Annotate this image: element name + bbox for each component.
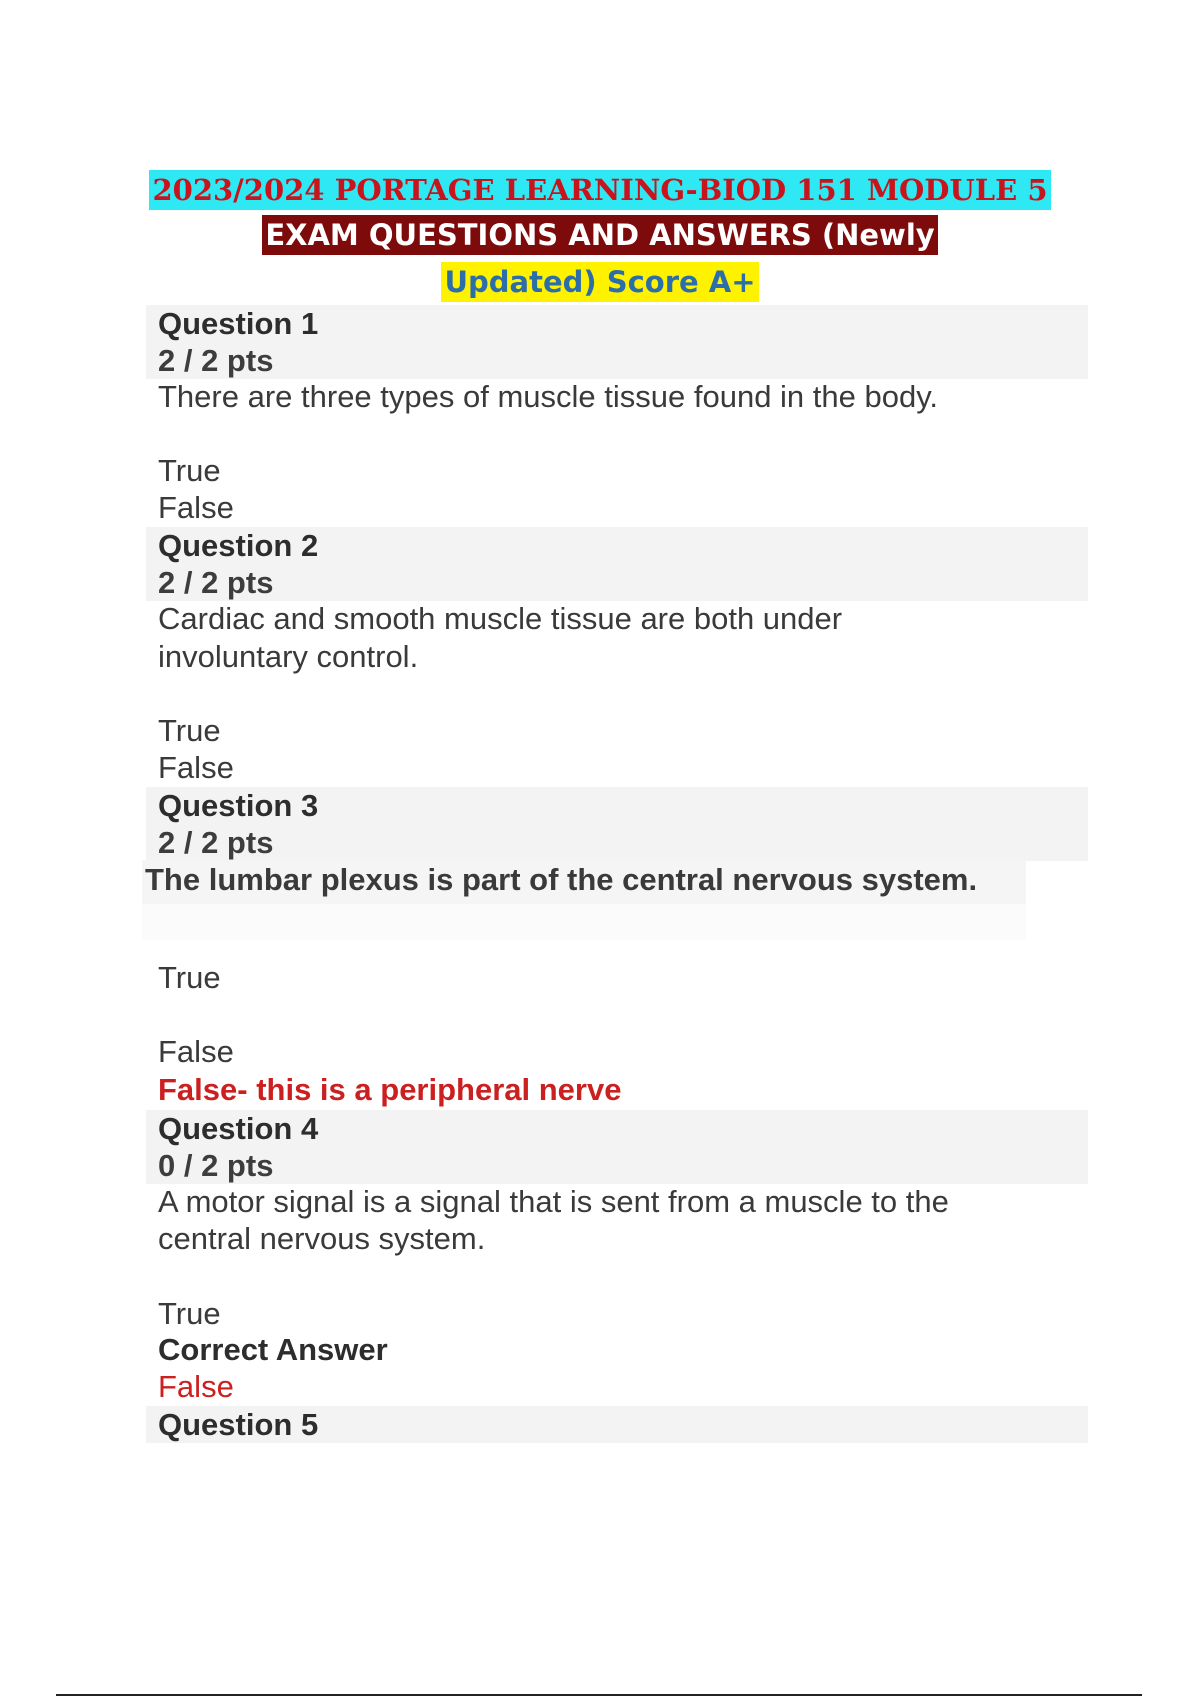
- question-3-option-true: True: [158, 960, 221, 995]
- correct-answer-label: Correct Answer: [158, 1332, 388, 1367]
- question-3-answer-note: False- this is a peripheral nerve: [158, 1072, 622, 1107]
- question-5-header: [146, 1406, 1088, 1443]
- question-2-option-true: True: [158, 713, 221, 748]
- question-4-text-line-2: central nervous system.: [158, 1221, 486, 1256]
- question-4-points: 0 / 2 pts: [158, 1148, 274, 1183]
- question-3-option-false: False: [158, 1034, 234, 1069]
- title-line-1-text: 2023/2024 PORTAGE LEARNING-BIOD 151 MODULE 5: [149, 170, 1050, 210]
- question-3-shade: [142, 904, 1026, 940]
- correct-answer-value: False: [158, 1369, 234, 1404]
- question-2-title: Question 2: [158, 528, 319, 563]
- question-1-header: [146, 305, 1088, 379]
- question-2-points: 2 / 2 pts: [158, 565, 274, 600]
- title-line-2-text: EXAM QUESTIONS AND ANSWERS (Newly: [262, 215, 937, 255]
- title-line-3: [0, 262, 1200, 302]
- question-3-text: The lumbar plexus is part of the central nervous system.: [145, 862, 978, 897]
- question-3-title: Question 3: [158, 788, 319, 823]
- question-1-option-true: True: [158, 453, 221, 488]
- question-4-header: [146, 1110, 1088, 1184]
- question-3-text-box: [142, 860, 1026, 904]
- question-2-text-line-2: involuntary control.: [158, 639, 419, 674]
- question-2-text-line-1: Cardiac and smooth muscle tissue are both under: [158, 601, 843, 636]
- question-3-header: [146, 787, 1088, 861]
- question-3-points: 2 / 2 pts: [158, 825, 274, 860]
- footer-divider: [56, 1694, 1142, 1696]
- title-line-1: [0, 170, 1200, 210]
- question-2-option-false: False: [158, 750, 234, 785]
- question-2-header: [146, 527, 1088, 601]
- title-line-2: [0, 215, 1200, 255]
- title-line-3-text: Updated) Score A+: [441, 262, 758, 302]
- question-1-option-false: False: [158, 490, 234, 525]
- question-1-title: Question 1: [158, 306, 319, 341]
- question-5-title: Question 5: [158, 1407, 319, 1442]
- question-4-title: Question 4: [158, 1111, 319, 1146]
- question-4-text-line-1: A motor signal is a signal that is sent from a muscle to the: [158, 1184, 949, 1219]
- question-1-text: There are three types of muscle tissue found in the body.: [158, 379, 939, 414]
- question-1-points: 2 / 2 pts: [158, 343, 274, 378]
- question-4-option-true: True: [158, 1296, 221, 1331]
